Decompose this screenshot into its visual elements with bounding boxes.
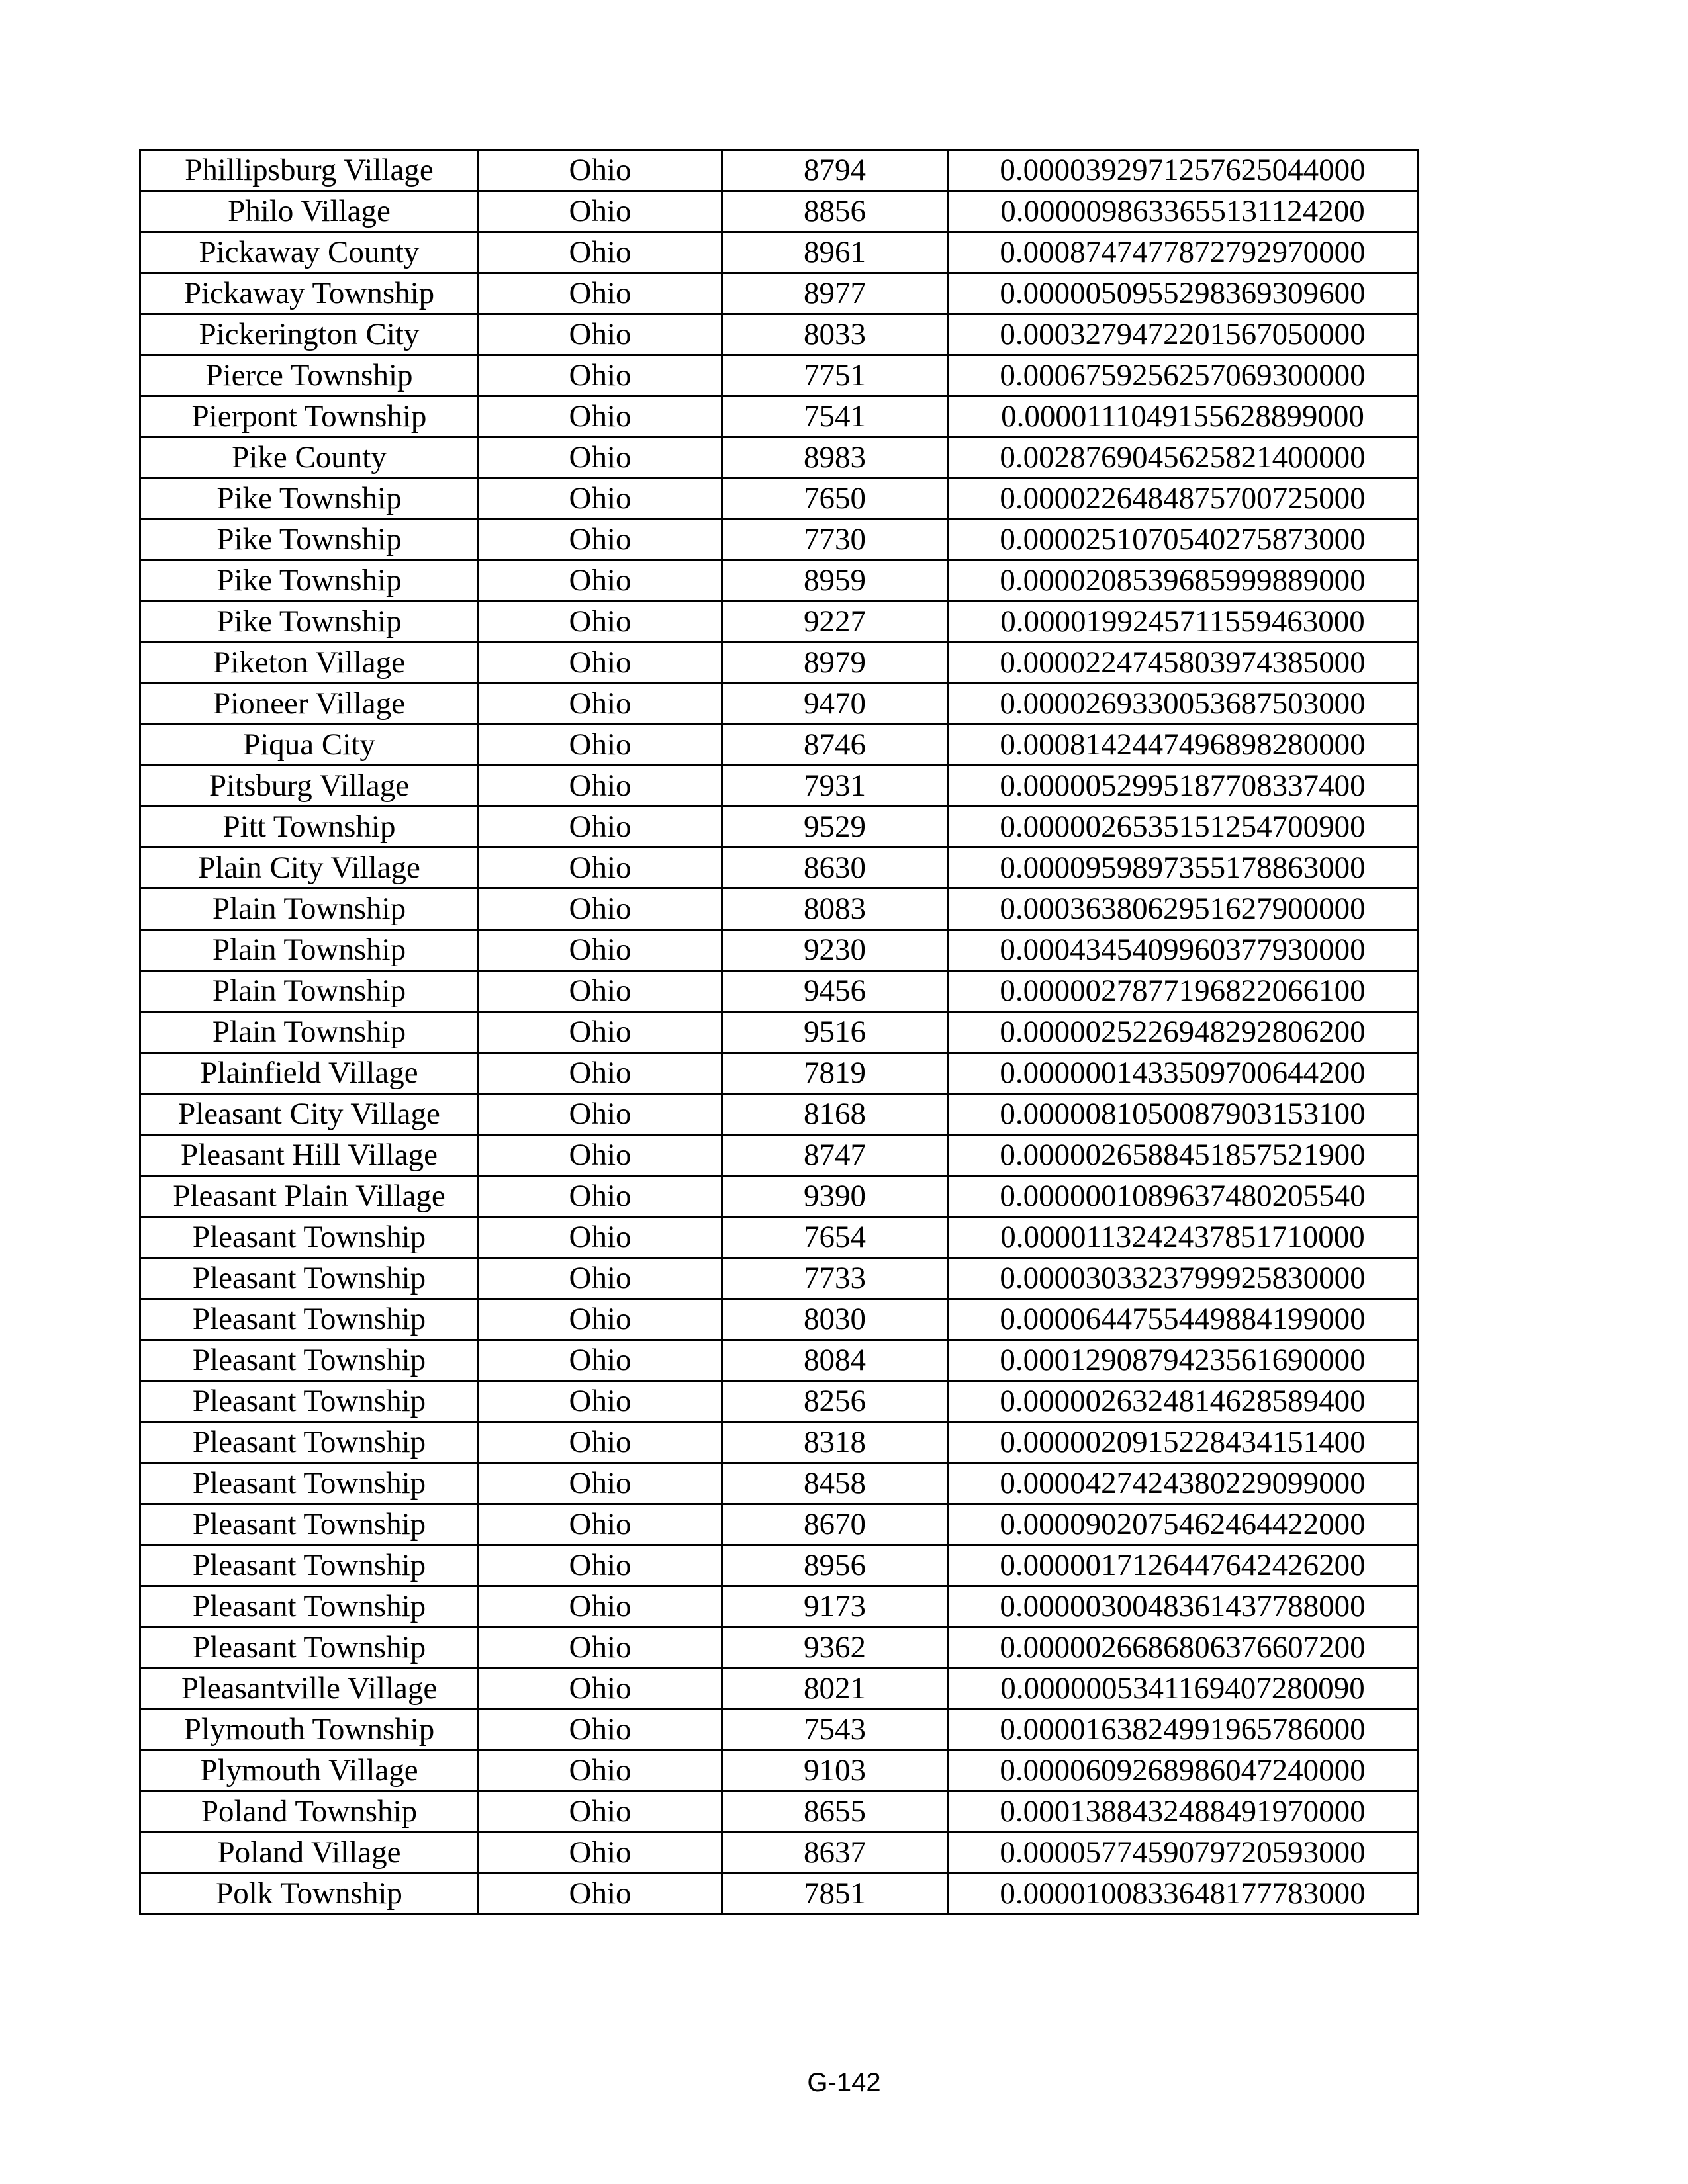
municipality-cell: Pickerington City	[140, 314, 479, 355]
table-row	[140, 1545, 1418, 1586]
allocation-cell: 0.0000111049155628899000	[948, 396, 1418, 437]
table-row	[140, 396, 1418, 437]
state-cell: Ohio	[479, 1012, 722, 1053]
code-cell: 8979	[722, 643, 948, 684]
municipality-cell: Pierce Township	[140, 355, 479, 396]
state-cell: Ohio	[479, 971, 722, 1012]
municipality-cell: Pleasant Township	[140, 1381, 479, 1422]
municipality-cell: Plainfield Village	[140, 1053, 479, 1094]
allocation-cell: 0.0000269330053687503000	[948, 684, 1418, 725]
state-cell: Ohio	[479, 1299, 722, 1340]
municipality-cell: Pike Township	[140, 561, 479, 602]
state-cell: Ohio	[479, 232, 722, 273]
table-row	[140, 1504, 1418, 1545]
municipality-cell: Pleasant Hill Village	[140, 1135, 479, 1176]
municipality-cell: Pleasant Township	[140, 1463, 479, 1504]
municipality-cell: Plain City Village	[140, 848, 479, 889]
table-row	[140, 1874, 1418, 1915]
table-row	[140, 561, 1418, 602]
allocation-cell: 0.0004345409960377930000	[948, 930, 1418, 971]
allocation-cell: 0.0000050955298369309600	[948, 273, 1418, 314]
table-row	[140, 848, 1418, 889]
municipality-cell: Pleasant Township	[140, 1504, 479, 1545]
allocation-cell: 0.0000609268986047240000	[948, 1751, 1418, 1792]
table-row	[140, 602, 1418, 643]
code-cell: 8959	[722, 561, 948, 602]
municipality-cell: Pierpont Township	[140, 396, 479, 437]
state-cell: Ohio	[479, 1504, 722, 1545]
municipality-cell: Pitt Township	[140, 807, 479, 848]
code-cell: 8746	[722, 725, 948, 766]
table-row	[140, 1053, 1418, 1094]
table-row	[140, 1709, 1418, 1751]
state-cell: Ohio	[479, 1381, 722, 1422]
municipality-cell: Pleasant Township	[140, 1299, 479, 1340]
state-cell: Ohio	[479, 684, 722, 725]
code-cell: 8084	[722, 1340, 948, 1381]
code-cell: 8168	[722, 1094, 948, 1135]
code-cell: 8256	[722, 1381, 948, 1422]
allocation-cell: 0.0000113242437851710000	[948, 1217, 1418, 1258]
table-row	[140, 1668, 1418, 1709]
code-cell: 7654	[722, 1217, 948, 1258]
table-row	[140, 971, 1418, 1012]
allocation-cell: 0.0028769045625821400000	[948, 437, 1418, 478]
state-cell: Ohio	[479, 1792, 722, 1833]
state-cell: Ohio	[479, 1176, 722, 1217]
allocation-cell: 0.0000199245711559463000	[948, 602, 1418, 643]
allocation-cell: 0.0000052995187708337400	[948, 766, 1418, 807]
table-row	[140, 1012, 1418, 1053]
allocation-cell: 0.0000392971257625044000	[948, 150, 1418, 191]
state-cell: Ohio	[479, 1751, 722, 1792]
code-cell: 8630	[722, 848, 948, 889]
state-cell: Ohio	[479, 766, 722, 807]
state-cell: Ohio	[479, 930, 722, 971]
code-cell: 7733	[722, 1258, 948, 1299]
municipality-cell: Pike Township	[140, 602, 479, 643]
allocation-cell: 0.0000025226948292806200	[948, 1012, 1418, 1053]
municipality-cell: Pleasantville Village	[140, 1668, 479, 1709]
code-cell: 9529	[722, 807, 948, 848]
municipality-cell: Poland Village	[140, 1833, 479, 1874]
table-row	[140, 725, 1418, 766]
municipality-cell: Pleasant Township	[140, 1627, 479, 1668]
state-cell: Ohio	[479, 355, 722, 396]
table-body	[140, 150, 1418, 1915]
allocation-cell: 0.0000017126447642426200	[948, 1545, 1418, 1586]
table-row	[140, 1176, 1418, 1217]
allocation-cell: 0.0000026686806376607200	[948, 1627, 1418, 1668]
state-cell: Ohio	[479, 1340, 722, 1381]
code-cell: 9390	[722, 1176, 948, 1217]
municipality-cell: Pleasant Township	[140, 1586, 479, 1627]
allocation-cell: 0.0000026324814628589400	[948, 1381, 1418, 1422]
code-cell: 8961	[722, 232, 948, 273]
table-row	[140, 355, 1418, 396]
table-row	[140, 1627, 1418, 1668]
table-row	[140, 1217, 1418, 1258]
table-row	[140, 1258, 1418, 1299]
table-row	[140, 273, 1418, 314]
code-cell: 8318	[722, 1422, 948, 1463]
municipality-cell: Polk Township	[140, 1874, 479, 1915]
table-row	[140, 1833, 1418, 1874]
allocation-cell: 0.0000020915228434151400	[948, 1422, 1418, 1463]
municipality-cell: Pike Township	[140, 520, 479, 561]
code-cell: 8794	[722, 150, 948, 191]
code-cell: 8083	[722, 889, 948, 930]
code-cell: 7851	[722, 1874, 948, 1915]
allocation-cell: 0.0000427424380229099000	[948, 1463, 1418, 1504]
code-cell: 8033	[722, 314, 948, 355]
code-cell: 9173	[722, 1586, 948, 1627]
state-cell: Ohio	[479, 1874, 722, 1915]
table-row	[140, 520, 1418, 561]
municipality-cell: Philo Village	[140, 191, 479, 232]
table-row	[140, 1381, 1418, 1422]
state-cell: Ohio	[479, 1627, 722, 1668]
page-number: G-142	[807, 2068, 881, 2097]
allocation-cell: 0.0003638062951627900000	[948, 889, 1418, 930]
allocation-cell: 0.0000026588451857521900	[948, 1135, 1418, 1176]
code-cell: 9456	[722, 971, 948, 1012]
allocation-cell: 0.0001290879423561690000	[948, 1340, 1418, 1381]
table-row	[140, 232, 1418, 273]
allocation-cell: 0.0000163824991965786000	[948, 1709, 1418, 1751]
code-cell: 7730	[722, 520, 948, 561]
state-cell: Ohio	[479, 1463, 722, 1504]
allocation-cell: 0.0000030048361437788000	[948, 1586, 1418, 1627]
table-row	[140, 314, 1418, 355]
state-cell: Ohio	[479, 1053, 722, 1094]
state-cell: Ohio	[479, 1422, 722, 1463]
municipality-cell: Plain Township	[140, 889, 479, 930]
state-cell: Ohio	[479, 725, 722, 766]
state-cell: Ohio	[479, 150, 722, 191]
municipality-cell: Plymouth Village	[140, 1751, 479, 1792]
allocation-cell: 0.0000001089637480205540	[948, 1176, 1418, 1217]
municipality-cell: Piketon Village	[140, 643, 479, 684]
code-cell: 8637	[722, 1833, 948, 1874]
allocation-cell: 0.0000208539685999889000	[948, 561, 1418, 602]
code-cell: 9230	[722, 930, 948, 971]
state-cell: Ohio	[479, 396, 722, 437]
municipality-cell: Plain Township	[140, 1012, 479, 1053]
allocation-table	[139, 149, 1419, 1915]
table-row	[140, 807, 1418, 848]
state-cell: Ohio	[479, 602, 722, 643]
code-cell: 9103	[722, 1751, 948, 1792]
state-cell: Ohio	[479, 561, 722, 602]
code-cell: 8021	[722, 1668, 948, 1709]
state-cell: Ohio	[479, 1833, 722, 1874]
municipality-cell: Pike County	[140, 437, 479, 478]
state-cell: Ohio	[479, 807, 722, 848]
table-row	[140, 1422, 1418, 1463]
code-cell: 8670	[722, 1504, 948, 1545]
allocation-cell: 0.0000902075462464422000	[948, 1504, 1418, 1545]
municipality-cell: Phillipsburg Village	[140, 150, 479, 191]
municipality-cell: Pike Township	[140, 478, 479, 520]
municipality-cell: Poland Township	[140, 1792, 479, 1833]
state-cell: Ohio	[479, 848, 722, 889]
allocation-cell: 0.0000644755449884199000	[948, 1299, 1418, 1340]
code-cell: 8747	[722, 1135, 948, 1176]
allocation-cell: 0.0000098633655131124200	[948, 191, 1418, 232]
code-cell: 7931	[722, 766, 948, 807]
allocation-cell: 0.0000226484875700725000	[948, 478, 1418, 520]
municipality-cell: Plain Township	[140, 930, 479, 971]
allocation-cell: 0.0000026535151254700900	[948, 807, 1418, 848]
allocation-cell: 0.0000001433509700644200	[948, 1053, 1418, 1094]
allocation-cell: 0.0000100833648177783000	[948, 1874, 1418, 1915]
code-cell: 7543	[722, 1709, 948, 1751]
table-row	[140, 1135, 1418, 1176]
state-cell: Ohio	[479, 520, 722, 561]
code-cell: 7819	[722, 1053, 948, 1094]
state-cell: Ohio	[479, 1135, 722, 1176]
municipality-cell: Pleasant Township	[140, 1217, 479, 1258]
table-row	[140, 889, 1418, 930]
code-cell: 7751	[722, 355, 948, 396]
code-cell: 8856	[722, 191, 948, 232]
code-cell: 8983	[722, 437, 948, 478]
municipality-cell: Pleasant Township	[140, 1340, 479, 1381]
allocation-cell: 0.0000027877196822066100	[948, 971, 1418, 1012]
state-cell: Ohio	[479, 643, 722, 684]
state-cell: Ohio	[479, 1217, 722, 1258]
table-row	[140, 1586, 1418, 1627]
state-cell: Ohio	[479, 1545, 722, 1586]
municipality-cell: Pickaway County	[140, 232, 479, 273]
table-row	[140, 930, 1418, 971]
state-cell: Ohio	[479, 1258, 722, 1299]
table-row	[140, 643, 1418, 684]
code-cell: 8030	[722, 1299, 948, 1340]
allocation-cell: 0.0001388432488491970000	[948, 1792, 1418, 1833]
allocation-cell: 0.0008142447496898280000	[948, 725, 1418, 766]
allocation-cell: 0.0000959897355178863000	[948, 848, 1418, 889]
code-cell: 9227	[722, 602, 948, 643]
allocation-cell: 0.0006759256257069300000	[948, 355, 1418, 396]
code-cell: 8977	[722, 273, 948, 314]
municipality-cell: Pickaway Township	[140, 273, 479, 314]
municipality-cell: Pitsburg Village	[140, 766, 479, 807]
table-row	[140, 150, 1418, 191]
table-row	[140, 684, 1418, 725]
code-cell: 9362	[722, 1627, 948, 1668]
municipality-cell: Plain Township	[140, 971, 479, 1012]
table-row	[140, 1792, 1418, 1833]
municipality-cell: Pleasant Township	[140, 1422, 479, 1463]
allocation-cell: 0.0000005341169407280090	[948, 1668, 1418, 1709]
allocation-cell: 0.0000251070540275873000	[948, 520, 1418, 561]
state-cell: Ohio	[479, 437, 722, 478]
table-row	[140, 478, 1418, 520]
allocation-cell: 0.0000081050087903153100	[948, 1094, 1418, 1135]
allocation-cell: 0.0000224745803974385000	[948, 643, 1418, 684]
state-cell: Ohio	[479, 1668, 722, 1709]
table-row	[140, 1751, 1418, 1792]
state-cell: Ohio	[479, 191, 722, 232]
state-cell: Ohio	[479, 1094, 722, 1135]
code-cell: 7541	[722, 396, 948, 437]
code-cell: 7650	[722, 478, 948, 520]
allocation-cell: 0.0000303323799925830000	[948, 1258, 1418, 1299]
municipality-cell: Pleasant Township	[140, 1258, 479, 1299]
state-cell: Ohio	[479, 478, 722, 520]
code-cell: 9470	[722, 684, 948, 725]
municipality-cell: Pleasant Plain Village	[140, 1176, 479, 1217]
table-row	[140, 766, 1418, 807]
municipality-cell: Pleasant City Village	[140, 1094, 479, 1135]
table-row	[140, 1463, 1418, 1504]
municipality-cell: Plymouth Township	[140, 1709, 479, 1751]
code-cell: 8956	[722, 1545, 948, 1586]
state-cell: Ohio	[479, 889, 722, 930]
code-cell: 8458	[722, 1463, 948, 1504]
municipality-cell: Piqua City	[140, 725, 479, 766]
state-cell: Ohio	[479, 314, 722, 355]
table-row	[140, 191, 1418, 232]
state-cell: Ohio	[479, 1709, 722, 1751]
code-cell: 8655	[722, 1792, 948, 1833]
allocation-cell: 0.0000577459079720593000	[948, 1833, 1418, 1874]
table-row	[140, 1340, 1418, 1381]
state-cell: Ohio	[479, 273, 722, 314]
table-row	[140, 1094, 1418, 1135]
allocation-cell: 0.0008747477872792970000	[948, 232, 1418, 273]
state-cell: Ohio	[479, 1586, 722, 1627]
table-row	[140, 437, 1418, 478]
municipality-cell: Pleasant Township	[140, 1545, 479, 1586]
municipality-cell: Pioneer Village	[140, 684, 479, 725]
allocation-cell: 0.0003279472201567050000	[948, 314, 1418, 355]
code-cell: 9516	[722, 1012, 948, 1053]
table-row	[140, 1299, 1418, 1340]
